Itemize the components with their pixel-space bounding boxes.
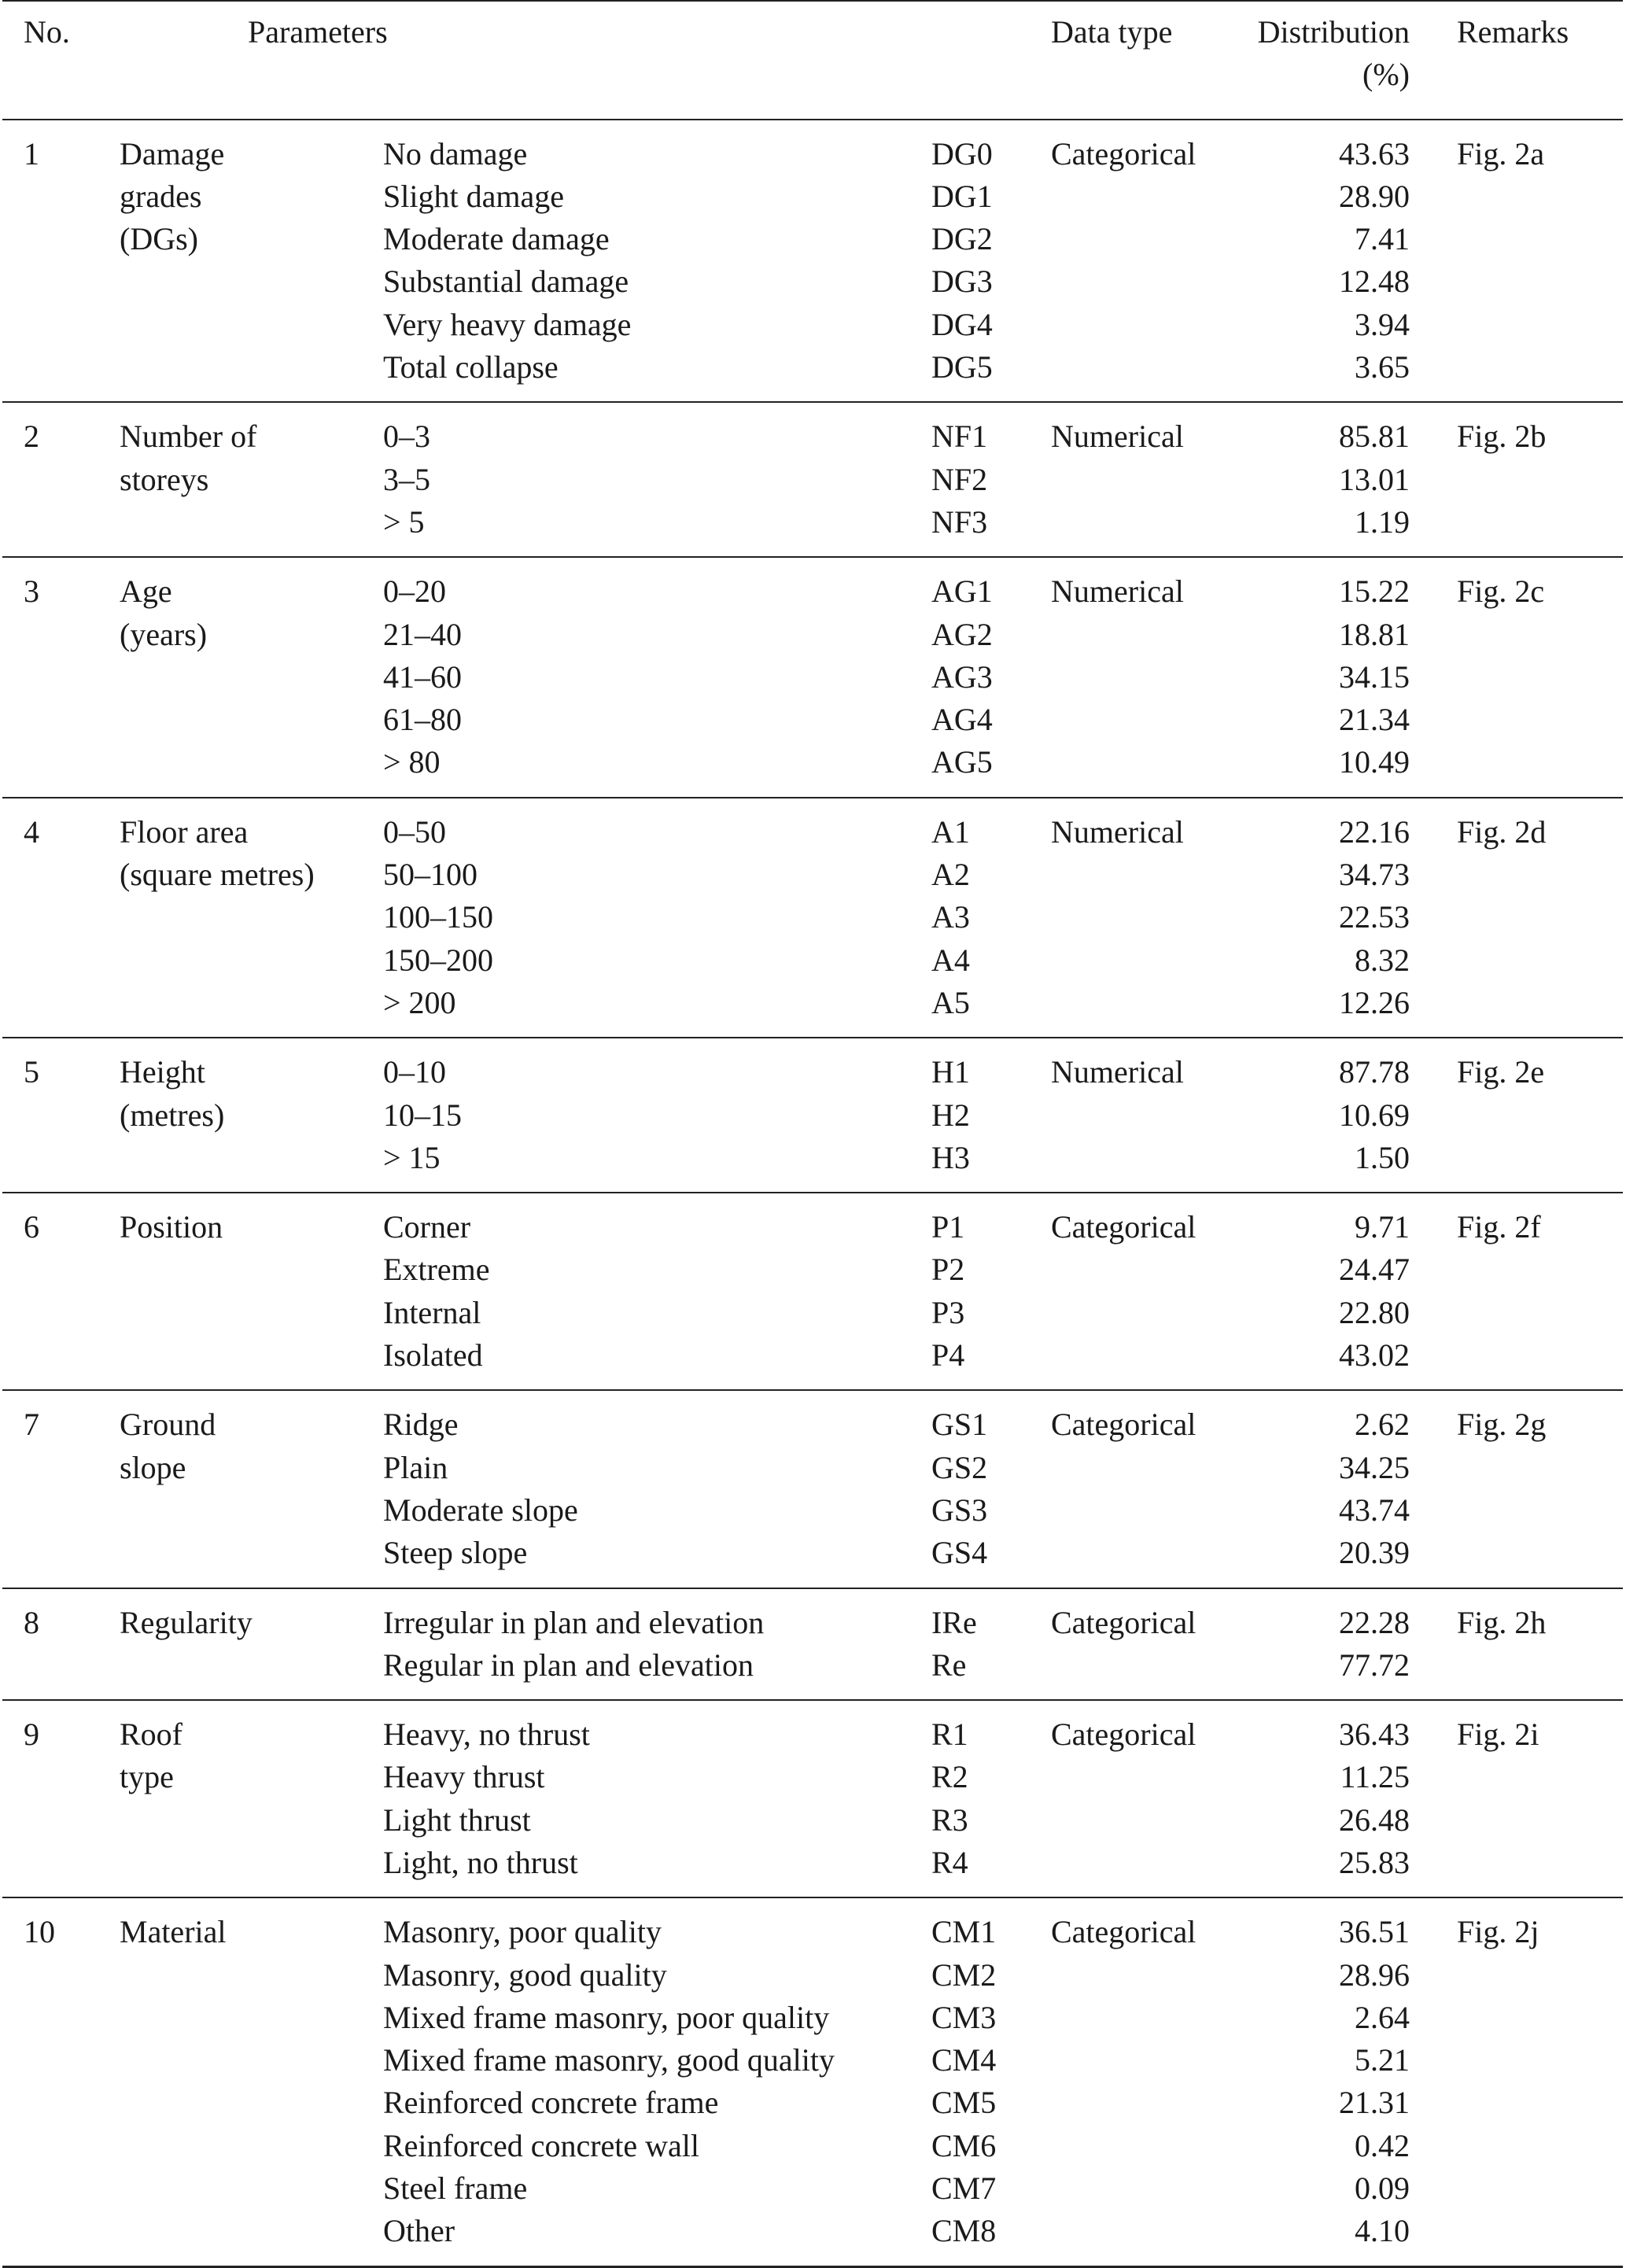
remarks: Fig. 2h <box>1410 1588 1623 1701</box>
parameter-label: > 5 <box>383 503 425 540</box>
parameter-label: > 15 <box>383 1139 441 1175</box>
group-name <box>120 1897 383 2266</box>
distribution-value: 43.02 <box>1339 1337 1410 1374</box>
distribution-value: 21.34 <box>1339 702 1410 738</box>
parameter-code: CM6 <box>931 2127 997 2163</box>
parameter-code: R2 <box>931 1759 968 1795</box>
distribution-value: 85.81 <box>1339 419 1410 455</box>
parameter-label: Masonry, poor quality <box>383 1914 662 1950</box>
parameter-code: GS1 <box>931 1407 988 1443</box>
distribution-value: 34.73 <box>1339 857 1410 893</box>
distribution-value: 0.09 <box>1355 2170 1410 2207</box>
parameter-code: A5 <box>931 984 970 1020</box>
distribution-value: 43.74 <box>1339 1492 1410 1528</box>
parameter-code: R3 <box>931 1801 968 1838</box>
header-data-type: Data type <box>1051 1 1252 120</box>
parameter-code: AG4 <box>931 702 993 738</box>
group-number: 10 <box>2 1897 120 2266</box>
parameter-label: 3–5 <box>383 461 430 497</box>
distribution-value: 28.96 <box>1339 1956 1410 1993</box>
parameter-label: Irregular in plan and elevation <box>383 1604 765 1640</box>
distribution-value: 22.16 <box>1339 813 1410 850</box>
parameter-code: AG5 <box>931 744 993 780</box>
parameter-code: IRe <box>931 1604 977 1640</box>
distribution-value: 77.72 <box>1339 1647 1410 1683</box>
parameter-code: CM8 <box>931 2213 997 2249</box>
data-type: Numerical <box>1051 402 1252 557</box>
parameter-label: Steel frame <box>383 2170 528 2207</box>
group-name <box>120 1700 383 1897</box>
parameter-codes <box>931 402 1051 557</box>
parameter-code: A3 <box>931 899 970 935</box>
remarks: Fig. 2d <box>1410 798 1623 1038</box>
group-name <box>120 1038 383 1193</box>
parameter-code: NF2 <box>931 461 988 497</box>
group-name-line: slope <box>120 1449 186 1485</box>
parameter-label: Heavy thrust <box>383 1759 545 1795</box>
group-number: 1 <box>2 120 120 403</box>
parameter-codes <box>931 798 1051 1038</box>
table-row <box>2 1700 1623 1897</box>
table-body <box>2 120 1623 2267</box>
remarks: Fig. 2g <box>1410 1390 1623 1588</box>
distribution-values <box>1252 1390 1410 1588</box>
parameter-code: DG2 <box>931 221 993 257</box>
group-number: 9 <box>2 1700 120 1897</box>
parameter-code: R4 <box>931 1844 968 1880</box>
parameter-code: DG3 <box>931 264 993 300</box>
parameter-code: CM1 <box>931 1914 997 1950</box>
distribution-value: 12.48 <box>1339 264 1410 300</box>
distribution-value: 2.62 <box>1355 1407 1410 1443</box>
data-type: Categorical <box>1051 1700 1252 1897</box>
data-type: Categorical <box>1051 120 1252 403</box>
parameter-label: 100–150 <box>383 899 493 935</box>
header-distribution <box>1252 1 1410 120</box>
distribution-value: 87.78 <box>1339 1054 1410 1090</box>
distribution-value: 2.64 <box>1355 1999 1410 2035</box>
remarks: Fig. 2e <box>1410 1038 1623 1193</box>
parameter-label: Plain <box>383 1449 448 1485</box>
distribution-values <box>1252 557 1410 797</box>
distribution-value: 3.94 <box>1355 306 1410 342</box>
distribution-value: 20.39 <box>1339 1535 1410 1571</box>
parameter-labels <box>383 402 931 557</box>
parameter-code: A2 <box>931 857 970 893</box>
parameter-label: Very heavy damage <box>383 306 632 342</box>
distribution-value: 1.19 <box>1355 503 1410 540</box>
distribution-values <box>1252 1700 1410 1897</box>
parameter-labels <box>383 1193 931 1390</box>
table-row <box>2 798 1623 1038</box>
parameter-labels <box>383 1897 931 2266</box>
parameter-code: DG4 <box>931 306 993 342</box>
parameter-label: Internal <box>383 1294 481 1330</box>
remarks: Fig. 2b <box>1410 402 1623 557</box>
group-name-line: (square metres) <box>120 857 315 893</box>
parameter-code: AG1 <box>931 573 993 610</box>
group-name-line: type <box>120 1759 174 1795</box>
parameter-label: 50–100 <box>383 857 477 893</box>
distribution-value: 15.22 <box>1339 573 1410 610</box>
parameter-label: Ridge <box>383 1407 459 1443</box>
parameter-label: No damage <box>383 135 528 171</box>
distribution-values <box>1252 1897 1410 2266</box>
distribution-value: 21.31 <box>1339 2085 1410 2121</box>
parameter-label: Heavy, no thrust <box>383 1717 590 1753</box>
parameter-label: > 80 <box>383 744 441 780</box>
parameter-label: 41–60 <box>383 658 462 695</box>
parameter-label: Extreme <box>383 1252 490 1288</box>
parameter-code: GS3 <box>931 1492 988 1528</box>
group-name-line: Regularity <box>120 1604 253 1640</box>
parameter-label: Reinforced concrete frame <box>383 2085 719 2121</box>
group-name <box>120 402 383 557</box>
parameter-codes <box>931 1193 1051 1390</box>
parameters-table <box>2 0 1623 2268</box>
distribution-value: 13.01 <box>1339 461 1410 497</box>
parameter-label: Moderate damage <box>383 221 610 257</box>
group-name-line: storeys <box>120 461 209 497</box>
header-distribution-line1: Distribution <box>1257 14 1410 50</box>
distribution-values <box>1252 1588 1410 1701</box>
parameter-labels <box>383 1588 931 1701</box>
group-name-line: Number of <box>120 419 257 455</box>
parameter-code: DG5 <box>931 349 993 385</box>
data-type: Categorical <box>1051 1390 1252 1588</box>
parameter-label: > 200 <box>383 984 456 1020</box>
table-row <box>2 120 1623 403</box>
distribution-values <box>1252 120 1410 403</box>
remarks: Fig. 2i <box>1410 1700 1623 1897</box>
parameter-label: 0–10 <box>383 1054 446 1090</box>
distribution-value: 4.10 <box>1355 2213 1410 2249</box>
parameter-label: Mixed frame masonry, good quality <box>383 2042 835 2078</box>
parameter-code: Re <box>931 1647 967 1683</box>
data-type: Categorical <box>1051 1588 1252 1701</box>
parameter-labels <box>383 798 931 1038</box>
group-name-line: Damage <box>120 135 225 171</box>
distribution-values <box>1252 1193 1410 1390</box>
group-name-line: Age <box>120 573 172 610</box>
header-remarks: Remarks <box>1410 1 1623 120</box>
parameter-label: Mixed frame masonry, poor quality <box>383 1999 830 2035</box>
group-name-line: Roof <box>120 1717 183 1753</box>
parameter-label: Light, no thrust <box>383 1844 578 1880</box>
distribution-values <box>1252 402 1410 557</box>
parameter-label: 0–50 <box>383 813 446 850</box>
parameter-code: P1 <box>931 1209 965 1245</box>
data-type: Numerical <box>1051 557 1252 797</box>
parameter-label: 21–40 <box>383 616 462 652</box>
parameter-label: Corner <box>383 1209 471 1245</box>
parameter-code: CM4 <box>931 2042 997 2078</box>
parameter-labels <box>383 120 931 403</box>
distribution-value: 11.25 <box>1340 1759 1410 1795</box>
parameter-code: GS2 <box>931 1449 988 1485</box>
data-type: Numerical <box>1051 1038 1252 1193</box>
group-name-line: (metres) <box>120 1097 225 1133</box>
parameter-label: Isolated <box>383 1337 483 1374</box>
table-row <box>2 1390 1623 1588</box>
remarks: Fig. 2f <box>1410 1193 1623 1390</box>
parameter-code: H1 <box>931 1054 970 1090</box>
table-row <box>2 557 1623 797</box>
table-row <box>2 1193 1623 1390</box>
remarks: Fig. 2j <box>1410 1897 1623 2266</box>
parameter-label: Other <box>383 2213 455 2249</box>
distribution-value: 28.90 <box>1339 178 1410 214</box>
parameter-code: DG0 <box>931 135 993 171</box>
table-row <box>2 1038 1623 1193</box>
group-number: 6 <box>2 1193 120 1390</box>
parameter-code: NF3 <box>931 503 988 540</box>
parameter-label: Steep slope <box>383 1535 528 1571</box>
parameter-label: Substantial damage <box>383 264 629 300</box>
parameter-label: Moderate slope <box>383 1492 578 1528</box>
parameter-label: 61–80 <box>383 702 462 738</box>
data-type: Categorical <box>1051 1897 1252 2266</box>
parameter-code: AG3 <box>931 658 993 695</box>
parameter-code: CM5 <box>931 2085 997 2121</box>
distribution-value: 22.53 <box>1339 899 1410 935</box>
group-name-line: Floor area <box>120 813 249 850</box>
parameter-label: Total collapse <box>383 349 559 385</box>
parameter-code: P4 <box>931 1337 965 1374</box>
group-number: 5 <box>2 1038 120 1193</box>
table-header <box>2 1 1623 120</box>
group-number: 7 <box>2 1390 120 1588</box>
distribution-values <box>1252 798 1410 1038</box>
distribution-value: 26.48 <box>1339 1801 1410 1838</box>
distribution-value: 10.69 <box>1339 1097 1410 1133</box>
parameter-labels <box>383 1038 931 1193</box>
remarks: Fig. 2a <box>1410 120 1623 403</box>
parameter-label: 150–200 <box>383 942 493 978</box>
distribution-value: 18.81 <box>1339 616 1410 652</box>
group-name <box>120 1390 383 1588</box>
parameter-codes <box>931 1038 1051 1193</box>
parameter-codes <box>931 1588 1051 1701</box>
distribution-value: 12.26 <box>1339 984 1410 1020</box>
remarks: Fig. 2c <box>1410 557 1623 797</box>
distribution-value: 25.83 <box>1339 1844 1410 1880</box>
parameter-code: DG1 <box>931 178 993 214</box>
parameter-labels <box>383 557 931 797</box>
data-type: Categorical <box>1051 1193 1252 1390</box>
parameter-label: Regular in plan and elevation <box>383 1647 754 1683</box>
distribution-value: 8.32 <box>1355 942 1410 978</box>
group-number: 2 <box>2 402 120 557</box>
group-number: 8 <box>2 1588 120 1701</box>
parameter-code: P3 <box>931 1294 965 1330</box>
parameter-label: 0–20 <box>383 573 446 610</box>
group-name-line: Position <box>120 1209 223 1245</box>
distribution-value: 24.47 <box>1339 1252 1410 1288</box>
group-name <box>120 1588 383 1701</box>
data-type: Numerical <box>1051 798 1252 1038</box>
parameter-code: NF1 <box>931 419 988 455</box>
group-number: 3 <box>2 557 120 797</box>
group-name-line: (DGs) <box>120 221 198 257</box>
parameter-code: A1 <box>931 813 970 850</box>
distribution-value: 36.43 <box>1339 1717 1410 1753</box>
header-distribution-line2: (%) <box>1362 57 1410 93</box>
parameter-label: Slight damage <box>383 178 564 214</box>
distribution-value: 43.63 <box>1339 135 1410 171</box>
distribution-value: 0.42 <box>1355 2127 1410 2163</box>
distribution-value: 1.50 <box>1355 1139 1410 1175</box>
parameter-code: GS4 <box>931 1535 988 1571</box>
group-name-line: Height <box>120 1054 205 1090</box>
group-name <box>120 120 383 403</box>
parameter-codes <box>931 120 1051 403</box>
parameter-codes <box>931 1700 1051 1897</box>
table-row <box>2 1588 1623 1701</box>
parameter-code: H3 <box>931 1139 970 1175</box>
group-name <box>120 1193 383 1390</box>
distribution-value: 5.21 <box>1355 2042 1410 2078</box>
header-no: No. <box>2 1 120 120</box>
parameter-codes <box>931 1390 1051 1588</box>
parameter-code: CM7 <box>931 2170 997 2207</box>
distribution-value: 36.51 <box>1339 1914 1410 1950</box>
distribution-value: 22.28 <box>1339 1604 1410 1640</box>
distribution-values <box>1252 1038 1410 1193</box>
parameter-code: CM3 <box>931 1999 997 2035</box>
table-row <box>2 1897 1623 2266</box>
parameter-labels <box>383 1390 931 1588</box>
distribution-value: 9.71 <box>1355 1209 1410 1245</box>
parameter-label: Masonry, good quality <box>383 1956 667 1993</box>
distribution-value: 34.15 <box>1339 658 1410 695</box>
group-number: 4 <box>2 798 120 1038</box>
group-name <box>120 798 383 1038</box>
group-name-line: (years) <box>120 616 208 652</box>
distribution-value: 3.65 <box>1355 349 1410 385</box>
header-parameters: Parameters <box>120 1 1051 120</box>
group-name-line: grades <box>120 178 202 214</box>
parameter-labels <box>383 1700 931 1897</box>
parameter-code: H2 <box>931 1097 970 1133</box>
distribution-value: 10.49 <box>1339 744 1410 780</box>
parameter-label: 0–3 <box>383 419 430 455</box>
parameter-code: A4 <box>931 942 970 978</box>
parameter-code: R1 <box>931 1717 968 1753</box>
distribution-value: 34.25 <box>1339 1449 1410 1485</box>
group-name-line: Ground <box>120 1407 216 1443</box>
distribution-value: 7.41 <box>1355 221 1410 257</box>
parameter-codes <box>931 557 1051 797</box>
parameter-code: CM2 <box>931 1956 997 1993</box>
parameter-label: Light thrust <box>383 1801 531 1838</box>
parameter-label: 10–15 <box>383 1097 462 1133</box>
parameter-label: Reinforced concrete wall <box>383 2127 700 2163</box>
distribution-value: 22.80 <box>1339 1294 1410 1330</box>
table-row <box>2 402 1623 557</box>
parameter-codes <box>931 1897 1051 2266</box>
parameter-code: P2 <box>931 1252 965 1288</box>
header-row <box>2 1 1623 120</box>
parameter-code: AG2 <box>931 616 993 652</box>
group-name-line: Material <box>120 1914 227 1950</box>
group-name <box>120 557 383 797</box>
